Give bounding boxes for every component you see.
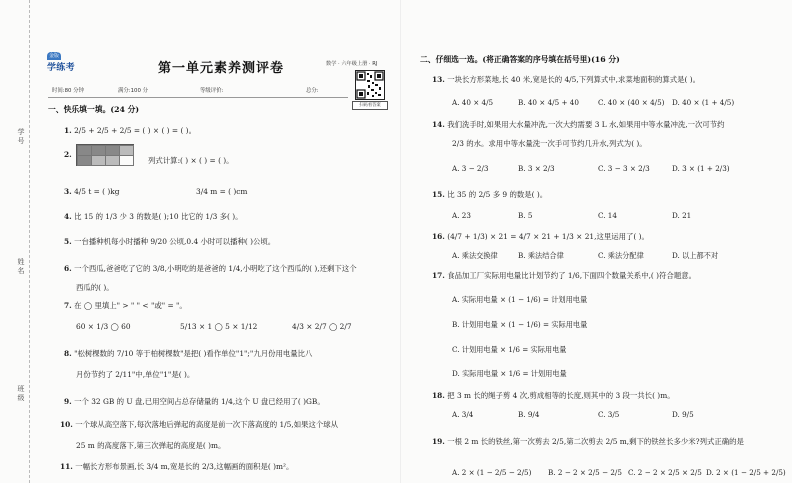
question-1: 1. 2/5 + 2/5 + 2/5 = ( ) × ( ) = ( )。 [64, 126, 196, 135]
page-title: 第一单元素养测评卷 [158, 61, 285, 76]
q19-option-a[interactable]: A. 2 × (1 − 2/5 − 2/5) [452, 468, 532, 477]
question-16: 16. (4/7 + 1/3) × 21 = 4/7 × 21 + 1/3 × 21,这里运用了( )。 [432, 232, 649, 241]
question-18: 18. 把 3 m 长的绳子剪 4 次,剪成相等的长度,则其中的 3 段一共长( )m。 [432, 391, 675, 400]
q18-option-a[interactable]: A. 3/4 [452, 410, 474, 419]
question-8: 8. "松树棵数的 7/10 等于柏树棵数"是把( )看作单位"1";"九月份用电量比八 [64, 349, 313, 358]
q18-option-d[interactable]: D. 9/5 [672, 410, 694, 419]
q13-option-c[interactable]: C. 40 × (40 × 4/5) [598, 98, 665, 107]
q13-option-b[interactable]: B. 40 × 4/5 + 40 [518, 98, 579, 107]
fraction-grid-figure [76, 144, 134, 166]
question-4: 4. 比 15 的 1/3 少 3 的数是( );10 比它的 1/3 多( )。 [64, 212, 243, 221]
q14-option-b[interactable]: B. 3 × 2/3 [518, 164, 555, 173]
question-6: 6. 一个西瓜,爸爸吃了它的 3/8,小明吃的是爸爸的 1/4,小明吃了这个西瓜的( ),还剩下这个 [64, 264, 357, 273]
class-label: 班级 [17, 385, 25, 402]
question-3a: 4/5 t = ( )kg [74, 187, 120, 196]
question-1-text: 2/5 + 2/5 + 2/5 = ( ) × ( ) = ( )。 [74, 126, 196, 135]
question-3b: 3/4 m = ( )cm [196, 187, 248, 196]
q14-option-a[interactable]: A. 3 − 2/3 [452, 164, 489, 173]
question-7: 7. 在 ◯ 里填上" > " " < "或" = "。 [64, 301, 187, 310]
full-score: 满分:100 分 [118, 88, 148, 94]
section-fill-in: 一、快乐填一填。(24 分) [48, 105, 140, 114]
q15-option-d[interactable]: D. 21 [672, 211, 692, 220]
header-divider [48, 97, 348, 98]
compare-item-1: 60 × 1/3 ◯ 60 [76, 322, 131, 331]
question-8-cont: 月份节约了 2/11"中,单位"1"是( )。 [76, 370, 195, 379]
q18-option-c[interactable]: C. 3/5 [598, 410, 620, 419]
time-limit: 时间:80 分钟 [52, 88, 84, 94]
q17-option-b[interactable]: B. 计划用电量 × (1 − 1/6) = 实际用电量 [452, 320, 588, 329]
q17-option-a[interactable]: A. 实际用电量 × (1 − 1/6) = 计划用电量 [452, 295, 588, 304]
question-6-cont: 西瓜的( )。 [76, 283, 114, 292]
question-3: 3. 4/5 t = ( )kg [64, 187, 120, 196]
question-17: 17. 食品加工厂实际用电量比计划节约了 1/6,下面四个数量关系中,( )符合题意。 [432, 271, 696, 280]
q14-option-d[interactable]: D. 3 × (1 + 2/3) [672, 164, 730, 173]
qr-code[interactable] [355, 70, 385, 100]
q14-option-c[interactable]: C. 3 − 3 × 2/3 [598, 164, 650, 173]
compare-item-3: 4/3 × 2/7 ◯ 2/7 [292, 322, 352, 331]
qr-caption: 扫码看答案 [352, 101, 388, 110]
question-13: 13. 一块长方形菜地,长 40 米,宽是长的 4/5,下列算式中,求菜地面积的算式是( )。 [432, 75, 701, 84]
grade-evaluation: 等级评价: [200, 88, 224, 94]
compare-item-2: 5/13 × 1 ◯ 5 × 1/12 [180, 322, 258, 331]
student-id-label: 学号 [17, 128, 25, 145]
q16-option-d[interactable]: D. 以上都不对 [672, 251, 719, 260]
binding-dashed-line [29, 0, 30, 483]
q17-option-d[interactable]: D. 实际用电量 × 1/6 = 计划用电量 [452, 369, 567, 378]
q17-option-c[interactable]: C. 计划用电量 × 1/6 = 实际用电量 [452, 345, 567, 354]
q13-option-a[interactable]: A. 40 × 4/5 [452, 98, 494, 107]
q18-option-b[interactable]: B. 9/4 [518, 410, 540, 419]
question-5: 5. 一台播种机每小时播种 9/20 公顷,0.4 小时可以播种( )公顷。 [64, 237, 276, 246]
q19-option-c[interactable]: C. 2 − 2 × 2/5 × 2/5 [628, 468, 702, 477]
q16-option-b[interactable]: B. 乘法结合律 [518, 251, 564, 260]
question-19: 19. 一根 2 m 长的铁丝,第一次剪去 2/5,第二次剪去 2/5 m,剩下的铁丝长多少米?列式正确的是 [432, 437, 744, 446]
q13-option-d[interactable]: D. 40 × (1 + 4/5) [672, 98, 735, 107]
page-divider [400, 0, 401, 483]
question-9: 9. 一个 32 GB 的 U 盘,已用空间占总存储量的 1/4,这个 U 盘已经用了( )GB。 [64, 397, 325, 406]
question-2-number: 2. [64, 150, 72, 159]
question-10: 10. 一个球从高空落下,每次落地后弹起的高度是前一次下落高度的 1/5,如果这个球从 [60, 420, 339, 429]
subject-meta: 数学 · 六年级上册 · RJ [326, 61, 378, 67]
q16-option-a[interactable]: A. 乘法交换律 [452, 251, 498, 260]
question-2-text: 列式计算:( ) × ( ) = ( )。 [148, 156, 234, 165]
question-14: 14. 我们洗手时,如果用大水量冲洗,一次大约需要 3 L 水,如果用中等水量冲洗,一次可节约 [432, 120, 725, 129]
question-15: 15. 比 35 的 2/5 多 9 的数是( )。 [432, 190, 548, 199]
section-multiple-choice: 二、仔细选一选。(将正确答案的序号填在括号里)(16 分) [420, 55, 620, 64]
binding-strip [0, 0, 44, 483]
question-14-cont: 2/3 的水。求用中等水量洗一次手可节约几升水,列式为( )。 [452, 139, 647, 148]
q15-option-b[interactable]: B. 5 [518, 211, 533, 220]
q15-option-c[interactable]: C. 14 [598, 211, 617, 220]
q19-option-b[interactable]: B. 2 − 2 × 2/5 − 2/5 [548, 468, 622, 477]
brand-logo: 金版 学练考 [47, 53, 75, 73]
q16-option-c[interactable]: C. 乘法分配律 [598, 251, 644, 260]
name-label: 姓名 [17, 258, 25, 275]
question-10-cont: 25 m 的高度落下,第三次弹起的高度是( )m。 [76, 441, 226, 450]
total-score: 总分: [306, 88, 319, 94]
question-11: 11. 一幅长方形布景画,长 3/4 m,宽是长的 2/3,这幅画的面积是( )m²。 [60, 462, 294, 471]
q15-option-a[interactable]: A. 23 [452, 211, 471, 220]
q19-option-d[interactable]: D. 2 × (1 − 2/5 + 2/5) [706, 468, 786, 477]
